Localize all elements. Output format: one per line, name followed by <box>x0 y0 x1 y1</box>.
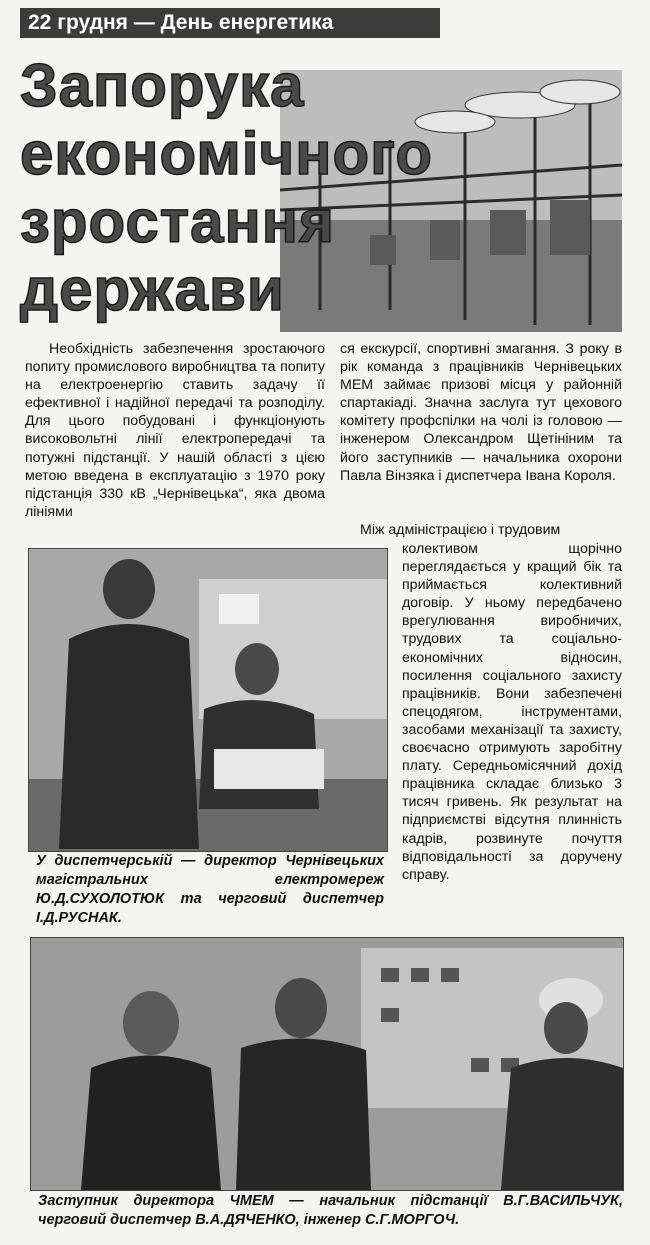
headline-line-1: Запорука <box>20 52 305 119</box>
headline-line-3: зростання <box>20 188 335 255</box>
substation-staff-illustration <box>31 938 623 1190</box>
dispatcher-room-illustration <box>29 549 387 851</box>
headline <box>20 52 540 324</box>
section-kicker: 22 грудня — День енергетика <box>20 8 440 38</box>
photo-2-caption: Заступник директора ЧМЕМ — начальник підстанції В.Г.ВАСИЛЬЧУК, черговий диспетчер В.А.ДЯЧЕНКО, інженер С.Г.МОРГОЧ. <box>38 1193 623 1228</box>
photo-1-caption: У диспетчерській — директор Чернівецьких магістральних електромереж Ю.Д.СУХОЛОТЮК та черговий диспетчер І.Д.РУСНАК. <box>36 853 384 926</box>
body-column-2-paragraph-2-lead: Між адміністрацією і трудовим <box>360 522 561 538</box>
headline-line-4: держави <box>20 256 285 323</box>
body-column-2-paragraph-2: колективом щорічно переглядається у кращий бік та приймається колективний договір. У ньому передбачено врегулювання виробничих, трудових та соціально-економічних відносин, посилення соціального захисту працівників. Вони забезпечені спецодягом, інструментами, засобами механізації та захисту, своєчасно отримують заробітну плату. Середньомісячний дохід працівника складає близько 3 тисяч гривень. Як результат на підприємстві відсутня плинність кадрів, розвинуте почуття відповідальності за доручену справу. <box>402 541 622 883</box>
body-column-1-paragraph: Необхідність забезпечення зростаючого попиту промислового виробництва та попиту на електроенергію ставить задачу її ефективної і надійної передачі та розподілу. Для цього побудовані і функціонують високовольтні лінії електропередачі та потужні підстанції. У нашій області з цією метою введена в експлуатацію з 1970 року підстанція 330 кВ „Чернівецька“, яка двома лініями <box>25 341 325 520</box>
dispatcher-room-photo <box>28 548 388 852</box>
body-column-2-paragraph-1: ся екскурсії, спортивні змагання. З року в рік команда з працівників Чернівецьких МЕМ займає призові місця у районній спартакіаді. Значна заслуга тут цехового комітету профспілки на чолі із головою — інженером Олександром Щетініним та його заступників — начальника охорони Павла Вінзяка і диспетчера Івана Короля. <box>340 341 622 484</box>
headline-line-2: економічного <box>20 120 433 187</box>
substation-staff-photo <box>30 937 624 1191</box>
